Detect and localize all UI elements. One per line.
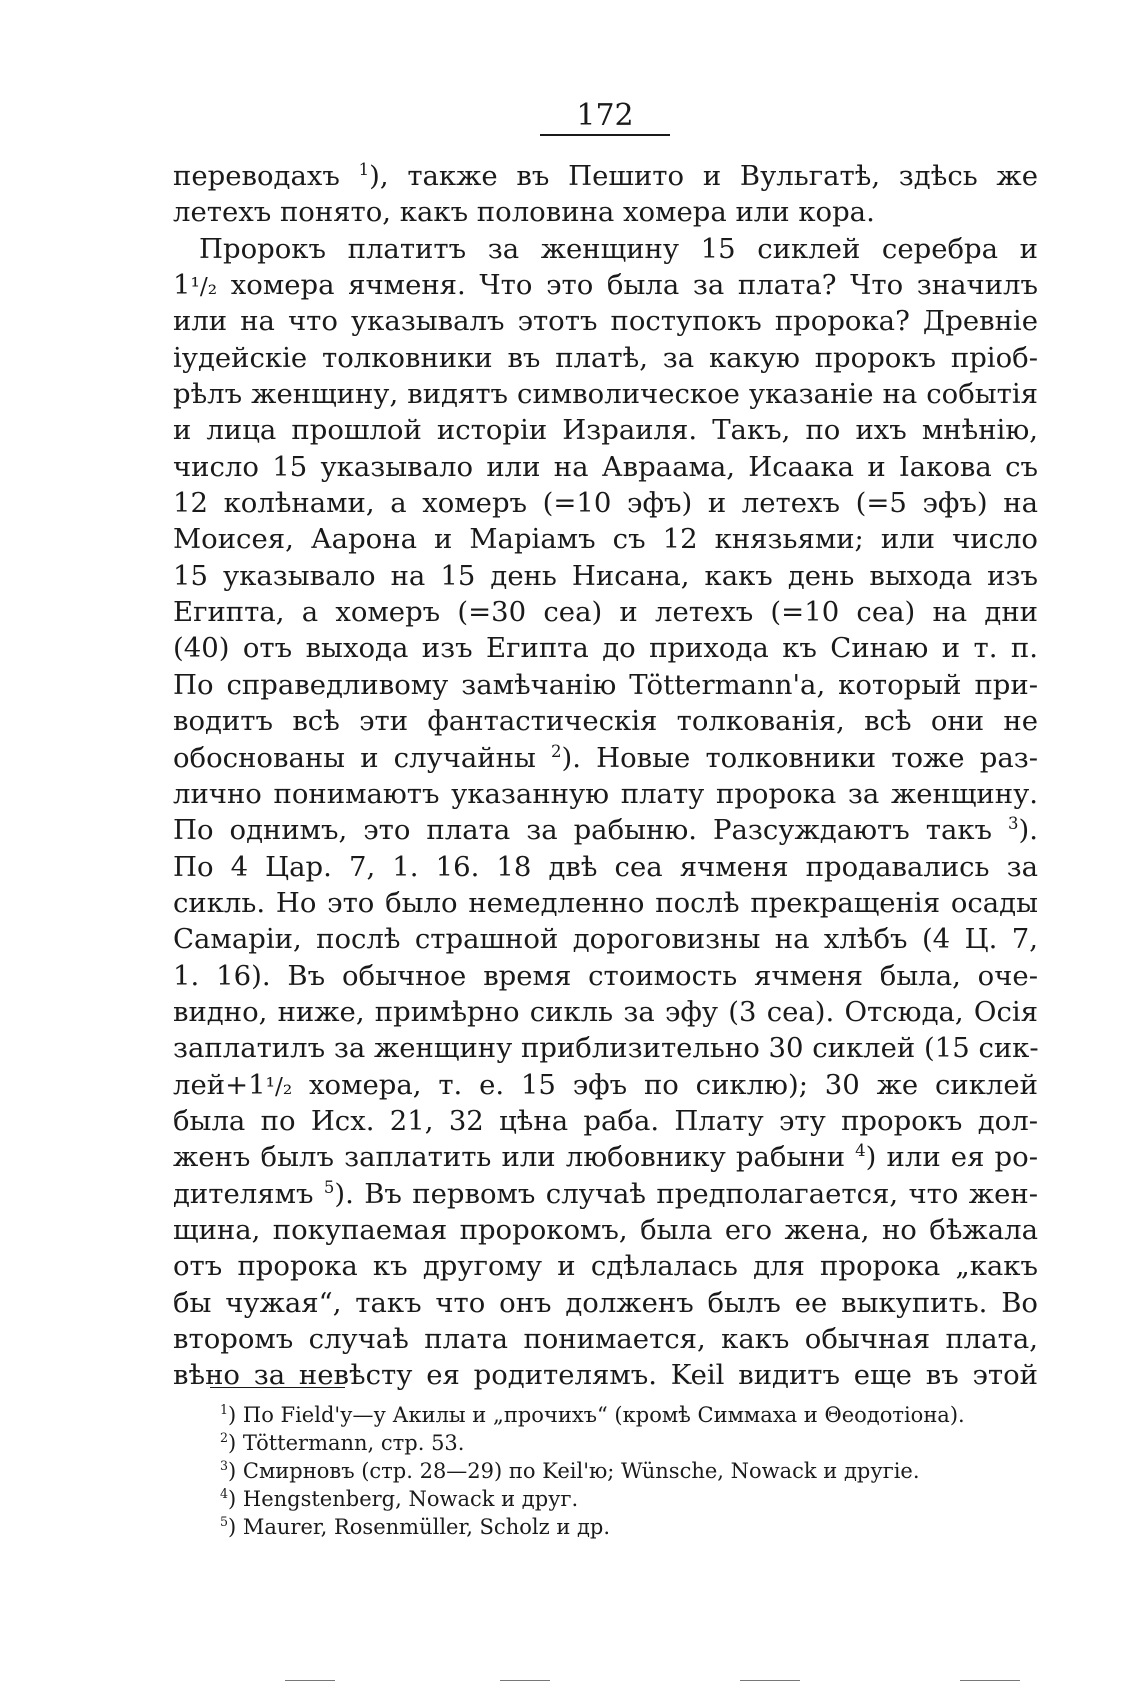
page-number: 172 <box>576 98 634 133</box>
text-segment: ). Въ первомъ случаѣ предполагается, что жен- <box>334 1177 1038 1210</box>
text-line <box>173 921 1038 957</box>
text-segment: іудейскіе толковники въ платѣ, за какую пророкъ пріоб- <box>173 341 1038 374</box>
text-line <box>173 1103 1038 1139</box>
page-number-rule <box>540 134 670 136</box>
text-segment: была по Исх. 21, 32 цѣна раба. Плату эту пророкъ дол- <box>173 1104 1038 1137</box>
text-line <box>173 231 1038 267</box>
text-line <box>173 630 1038 666</box>
text-segment: Моисея, Аарона и Маріамъ съ 12 князьями; или число <box>173 523 1038 556</box>
text-line <box>173 1212 1038 1248</box>
text-line <box>173 485 1038 521</box>
page-edge-mark <box>500 1680 550 1681</box>
text-line <box>173 521 1038 557</box>
text-line <box>173 1357 1038 1393</box>
fraction: ¹/₂ <box>190 272 218 301</box>
text-line <box>173 667 1038 703</box>
footnote-reference: 3 <box>1008 814 1019 834</box>
footnote-mark: 2 <box>220 1430 229 1445</box>
text-segment: летехъ понято, какъ половина хомера или кора. <box>173 196 875 229</box>
footnote <box>220 1401 1050 1429</box>
text-segment: вѣно за невѣсту ея родителямъ. Keil видитъ еще въ этой <box>173 1359 1038 1392</box>
text-line <box>173 1067 1038 1103</box>
footnote-mark: 1 <box>220 1402 229 1417</box>
text-segment: лично понимаютъ указанную плату пророка за женщину. <box>173 777 1038 810</box>
footnotes <box>220 1401 1050 1541</box>
text-line <box>173 594 1038 630</box>
footnote-text: ) По Field'у—у Акилы и „прочихъ“ (кромѣ Симмаха и Θеодотіона). <box>228 1403 965 1427</box>
text-line <box>173 303 1038 339</box>
text-line <box>173 812 1038 848</box>
text-line <box>173 340 1038 376</box>
text-segment: щина, покупаемая пророкомъ, была его жена, но бѣжала <box>173 1213 1038 1246</box>
text-line <box>173 1176 1038 1212</box>
text-line <box>173 194 1038 230</box>
footnote-text: ) Maurer, Rosenmüller, Scholz и др. <box>228 1515 611 1539</box>
text-segment: женъ былъ заплатить или любовнику рабыни <box>173 1141 856 1174</box>
text-segment: заплатилъ за женщину приблизительно 30 сиклей (15 сик- <box>173 1032 1039 1065</box>
text-segment: ) или ея ро- <box>865 1141 1038 1174</box>
text-segment: водитъ всѣ эти фантастическія толкованія, всѣ они не <box>173 705 1038 738</box>
text-segment: сикль. Но это было немедленно послѣ прекращенія осады <box>173 886 1038 919</box>
text-segment: хомера ячменя. Что это была за плата? Что значилъ <box>217 269 1038 302</box>
text-line <box>173 1321 1038 1357</box>
footnote-text: ) Hengstenberg, Nowack и друг. <box>228 1487 579 1511</box>
text-line <box>173 449 1038 485</box>
text-segment: 12 колѣнами, а хомеръ (=10 эфъ) и летехъ (=5 эфъ) на <box>173 487 1038 520</box>
text-line <box>173 158 1038 194</box>
text-segment: обоснованы и случайны <box>173 741 551 774</box>
text-segment: (40) отъ выхода изъ Египта до прихода къ Синаю и т. п. <box>173 632 1038 665</box>
text-line <box>173 376 1038 412</box>
text-segment: дителямъ <box>173 1177 324 1210</box>
text-line <box>173 558 1038 594</box>
text-segment: рѣлъ женщину, видятъ символическое указаніе на событія <box>173 378 1038 411</box>
text-segment: отъ пророка къ другому и сдѣлалась для пророка „какъ <box>173 1250 1038 1283</box>
text-segment: ), также въ Пешито и Вульгатѣ, здѣсь же <box>369 160 1038 192</box>
text-line <box>173 1248 1038 1284</box>
footnote-mark: 4 <box>220 1486 229 1501</box>
page-edge-mark <box>740 1680 800 1681</box>
body-text <box>173 158 1038 1394</box>
text-segment: Египта, а хомеръ (=30 сеа) и летехъ (=10 сеа) на дни <box>173 596 1038 629</box>
page-edge-mark <box>960 1680 1020 1681</box>
footnote <box>220 1457 1050 1485</box>
footnote-text: ) Смирновъ (стр. 28—29) по Keil'ю; Wünsche, Nowack и другіе. <box>228 1459 920 1483</box>
text-line <box>173 1030 1038 1066</box>
text-segment: По однимъ, это плата за рабыню. Разсуждаютъ такъ <box>173 814 1009 847</box>
text-segment: 1 <box>173 269 191 302</box>
footnote-reference: 4 <box>855 1141 866 1161</box>
text-line <box>173 994 1038 1030</box>
text-segment: 1. 16). Въ обычное время стоимость ячменя была, оче- <box>173 959 1038 992</box>
footnote <box>220 1513 1050 1541</box>
text-segment: видно, ниже, примѣрно сикль за эфу (3 сеа). Отсюда, Осія <box>173 995 1038 1028</box>
text-line <box>173 703 1038 739</box>
page-edge-mark <box>285 1680 335 1681</box>
text-segment: второмъ случаѣ плата понимается, какъ обычная плата, <box>173 1323 1038 1355</box>
footnote-text: ) Töttermann, стр. 53. <box>228 1431 465 1455</box>
footnote-separator <box>210 1387 345 1388</box>
text-segment: Самаріи, послѣ страшной дороговизны на хлѣбъ (4 Ц. 7, <box>173 923 1038 956</box>
footnote <box>220 1429 1050 1457</box>
text-line <box>173 885 1038 921</box>
footnote-reference: 5 <box>323 1177 335 1197</box>
text-line <box>173 412 1038 448</box>
text-segment: и лица прошлой исторіи Израиля. Такъ, по ихъ мнѣнію, <box>173 414 1038 447</box>
text-line <box>173 1139 1038 1175</box>
text-segment: По 4 Цар. 7, 1. 16. 18 двѣ сеа ячменя продавались за <box>173 850 1038 883</box>
text-line <box>173 958 1038 994</box>
footnote-reference: 2 <box>551 741 562 761</box>
text-segment: хомера, т. е. 15 эфъ по сиклю); 30 же сиклей <box>292 1068 1038 1101</box>
text-segment: число 15 указывало или на Авраама, Исаака и Іакова съ <box>173 450 1038 483</box>
text-line <box>173 849 1038 885</box>
text-segment: переводахъ <box>173 160 359 192</box>
footnote-reference: 1 <box>358 159 370 179</box>
footnote-mark: 5 <box>220 1514 229 1529</box>
footnote <box>220 1485 1050 1513</box>
text-segment: ). <box>1018 814 1038 847</box>
text-line <box>173 267 1038 303</box>
text-segment: или на что указывалъ этотъ поступокъ пророка? Древніе <box>173 305 1038 338</box>
text-segment: бы чужая“, такъ что онъ долженъ былъ ее выкупить. Во <box>173 1286 1038 1319</box>
text-segment: По справедливому замѣчанію Töttermann'а, который при- <box>173 668 1038 701</box>
text-segment: лей+1 <box>173 1068 266 1101</box>
text-segment: 15 указывало на 15 день Нисана, какъ день выхода изъ <box>173 559 1038 592</box>
text-line <box>173 1285 1038 1321</box>
text-line <box>173 740 1038 776</box>
text-line <box>173 776 1038 812</box>
text-segment: ). Новые толковники тоже раз- <box>561 741 1039 774</box>
fraction: ¹/₂ <box>265 1071 293 1100</box>
footnote-mark: 3 <box>220 1458 229 1473</box>
text-segment: Пророкъ платитъ за женщину 15 сиклей серебра и <box>199 232 1038 265</box>
